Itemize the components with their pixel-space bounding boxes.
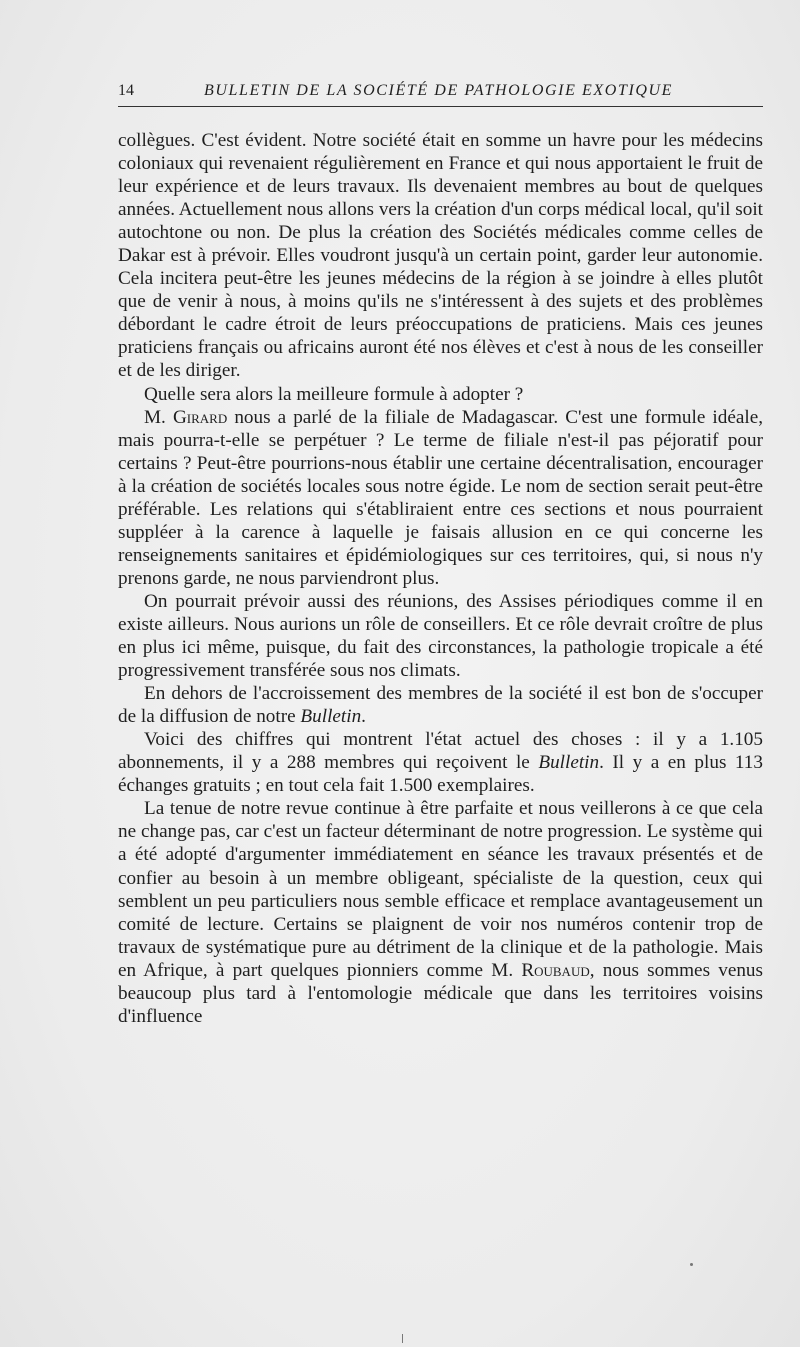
running-title: BULLETIN DE LA SOCIÉTÉ DE PATHOLOGIE EXOTIQUE: [204, 82, 674, 99]
paragraph-text: Voici des chiffres qui montrent l'état actuel des choses : il y a 1.105 abonnements, il y a 288 membres qui reçoivent le: [118, 729, 763, 774]
person-name: Girard: [172, 406, 228, 428]
person-name: Roubaud: [521, 959, 590, 981]
paragraph-text: nous a parlé de la filiale de Madagascar. C'est une formule idéale, mais pourra-t-elle se perpétuer ? Le terme de filiale n'est-il pas péjoratif pour certains ? Peut-être pourrions-nous établir une certaine décentralisation, encourager à la création de sociétés locales sous notre égide. Le nom de section serait peut-être préférable. Les relations qui s'établiraient entre ces sections et nous pourraient suppléer à la carence à laquelle je faisais allusion en ce qui concerne les renseignements sanitaires et épidémiologiques sur ces territoires, qui, si nous n'y prenons garde, ne nous parviendront plus.: [118, 406, 764, 589]
journal-title: Bulletin: [300, 706, 362, 728]
paragraph-text: La tenue de notre revue continue à être parfaite et nous veillerons à ce que cela ne change pas, car c'est un facteur déterminant de notre progression. Le système qui a été adopté d'argumenter immédiatement en séance les travaux présentés et de confier au besoin à un membre obligeant, spécialiste de la question, ceux qui semblent un peu particuliers nous semble efficace et remplace avantageusement un comité de lecture. Certains se plaignent de voir nos numéros contenir trop de travaux de systématique pure au détriment de la clinique et de la pathologie. Mais en Afrique, à part quelques pionniers comme M.: [118, 798, 763, 981]
article-body: [118, 129, 763, 1028]
paragraph: [118, 682, 763, 728]
paper-speck: [690, 1263, 693, 1266]
paragraph-text: collègues. C'est évident. Notre société était en somme un havre pour les médecins coloniaux qui revenaient régulièrement en France et qui nous apportaient le fruit de leur expérience et de leurs travaux. Ils devenaient membres au bout de quelques années. Actuellement nous allons vers la création d'un corps médical local, qu'il soit autochtone ou non. De plus la création des Sociétés médicales comme celles de Dakar est à prévoir. Elles voudront jusqu'à un certain point, garder leur autonomie. Cela incitera peut-être les jeunes médecins de la région à se joindre à elles plutôt que de venir à nous, à moins qu'ils ne s'intéressent à des sujets et des problèmes débordant le cadre étroit de leurs préoccupations de praticiens. Mais ces jeunes praticiens français ou africains auront été nos élèves et c'est à nous de les conseiller et de les diriger.: [118, 130, 763, 382]
paragraph: [118, 797, 763, 1027]
paper-speck: [402, 1334, 403, 1343]
page-number: 14: [118, 82, 134, 99]
paragraph-end: . Il y a en plus 113 échanges gratuits ; en tout cela fait 1.500 exemplaires.: [118, 752, 763, 797]
paragraph-text: Quelle sera alors la meilleure formule à adopter ?: [144, 383, 524, 405]
paragraph-text: En dehors de l'accroissement des membres de la société il est bon de s'occuper de la diffusion de notre: [118, 683, 763, 728]
paragraph: [118, 383, 763, 406]
journal-title: Bulletin: [538, 752, 600, 774]
page-header: [118, 80, 763, 107]
paragraph: [118, 728, 763, 797]
paragraph: [118, 129, 763, 383]
paragraph: [118, 590, 763, 682]
paragraph-prefix: M.: [144, 406, 173, 428]
paragraph-end: , nous sommes venus beaucoup plus tard à l'entomologie médicale que dans les territoires voisins d'influence: [118, 959, 763, 1027]
paragraph-end: .: [361, 706, 366, 728]
paragraph: [118, 406, 763, 590]
paragraph-text: On pourrait prévoir aussi des réunions, des Assises périodiques comme il en existe ailleurs. Nous aurions un rôle de conseillers. Et ce rôle devrait croître de plus en plus ici même, puisque, du fait des circonstances, la pathologie tropicale a été progressivement transférée sous nos climats.: [118, 590, 763, 682]
